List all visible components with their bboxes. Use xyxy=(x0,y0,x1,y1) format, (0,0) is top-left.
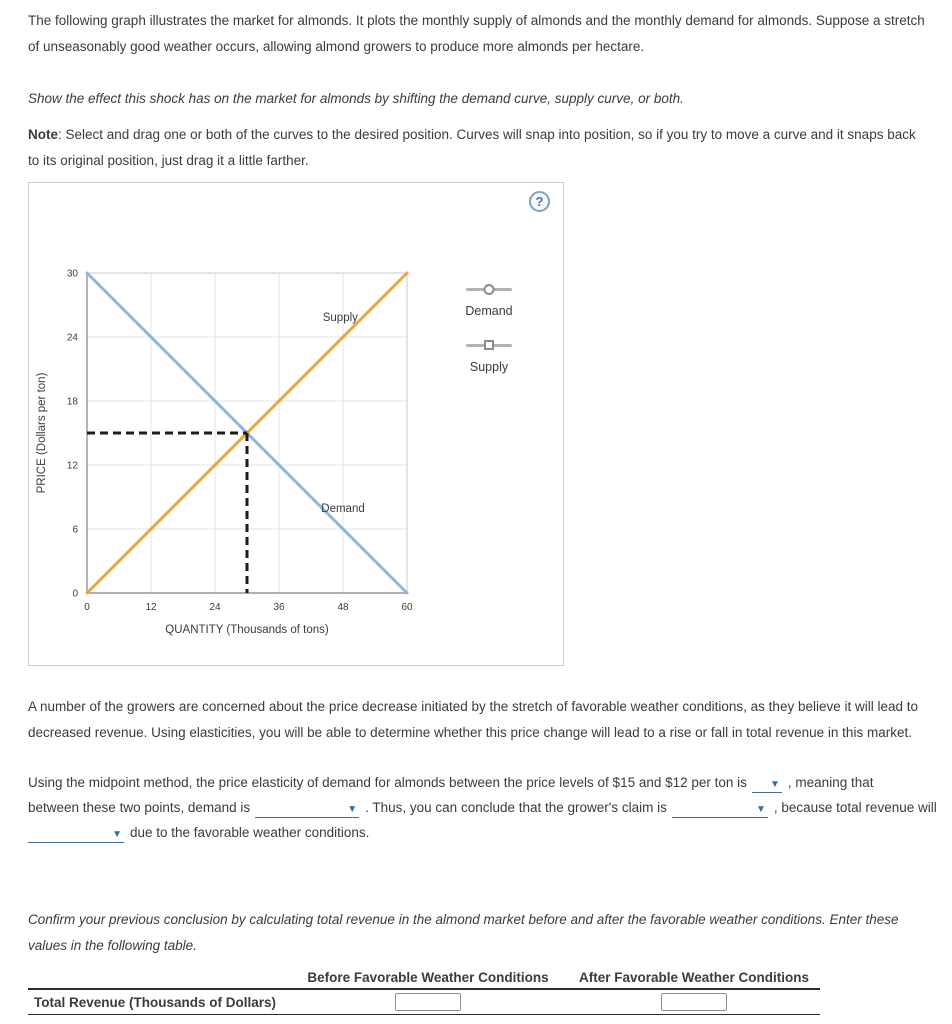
help-icon[interactable]: ? xyxy=(529,191,550,212)
before-cell xyxy=(288,989,568,1015)
drag-note xyxy=(28,122,926,174)
supply-shift-slider[interactable] xyxy=(466,339,512,351)
y-tick-label: 6 xyxy=(72,524,78,536)
elasticity-text-1b: , meaning that xyxy=(787,775,874,790)
y-tick-label: 12 xyxy=(66,460,78,472)
elasticity-value-dropdown[interactable] xyxy=(752,776,782,793)
elasticity-line-1 xyxy=(28,770,926,795)
legend-label-demand: Demand xyxy=(465,304,513,318)
intro-paragraph: The following graph illustrates the market for almonds. It plots the monthly supply of almonds and the monthly demand for almonds. Suppose a stretch of unseasonably good weather occurs, allowing almond growers to produce more almonds per hectare. xyxy=(28,13,925,54)
table-row xyxy=(28,989,820,1015)
elasticity-question xyxy=(28,770,937,845)
revenue-concern-paragraph: A number of the growers are concerned about the price decrease initiated by the stretch of favorable weather conditions, as they believe it will lead to decreased revenue. Using elasticities, you will be able to determine whether this price change will lead to a rise or fall in total revenue in this market. xyxy=(28,699,919,740)
table-corner-cell xyxy=(28,967,288,989)
legend-label-supply: Supply xyxy=(469,360,509,374)
x-tick-label: 12 xyxy=(145,602,157,613)
demand-shift-slider[interactable] xyxy=(466,283,512,295)
y-tick-label: 24 xyxy=(66,332,78,344)
graph-panel xyxy=(28,182,564,666)
elasticity-line-2 xyxy=(28,795,937,820)
x-tick-label: 36 xyxy=(273,602,285,613)
elasticity-text-3: due to the favorable weather conditions. xyxy=(130,825,370,840)
table-header-row xyxy=(28,967,820,989)
col-header-after: After Favorable Weather Conditions xyxy=(568,967,820,989)
after-cell xyxy=(568,989,820,1015)
circle-handle-icon[interactable] xyxy=(484,284,495,295)
elasticity-text-2: between these two points, demand is xyxy=(28,800,251,815)
elasticity-line-3 xyxy=(28,820,926,845)
x-tick-label: 0 xyxy=(84,602,90,613)
x-axis-title: QUANTITY (Thousands of tons) xyxy=(165,624,329,636)
y-tick-label: 18 xyxy=(66,396,78,408)
dropdown-arrow-icon[interactable]: ▼ xyxy=(770,779,780,790)
confirm-instruction: Confirm your previous conclusion by calculating total revenue in the almond market before and after the favorable weather conditions. Enter these values in the following table. xyxy=(28,912,899,953)
demand-type-dropdown[interactable] xyxy=(255,801,359,818)
dropdown-arrow-icon[interactable]: ▼ xyxy=(755,804,766,815)
row-label-total-revenue: Total Revenue (Thousands of Dollars) xyxy=(28,989,288,1015)
demand-curve-label: Demand xyxy=(321,502,365,515)
note-label: Note xyxy=(28,127,58,142)
elasticity-text-1: Using the midpoint method, the price elasticity of demand for almonds between the price levels of $15 and $12 per ton is xyxy=(28,775,747,790)
y-axis-title: PRICE (Dollars per ton) xyxy=(36,372,48,494)
revenue-before-input[interactable] xyxy=(395,993,461,1011)
shift-instruction: Show the effect this shock has on the market for almonds by shifting the demand curve, supply curve, or both. xyxy=(28,91,684,106)
dropdown-arrow-icon[interactable]: ▼ xyxy=(347,804,358,815)
revenue-change-dropdown[interactable] xyxy=(28,826,124,843)
supply-curve-label: Supply xyxy=(322,312,358,324)
x-tick-label: 60 xyxy=(401,602,413,613)
x-tick-label: 48 xyxy=(337,602,349,613)
square-handle-icon[interactable] xyxy=(484,340,494,350)
revenue-table xyxy=(28,967,820,1015)
col-header-before: Before Favorable Weather Conditions xyxy=(288,967,568,989)
market-chart xyxy=(29,211,563,647)
x-tick-label: 24 xyxy=(209,602,221,613)
y-tick-label: 30 xyxy=(66,268,78,280)
claim-dropdown[interactable] xyxy=(672,801,768,818)
revenue-after-input[interactable] xyxy=(661,993,727,1011)
y-tick-label: 0 xyxy=(72,588,78,600)
curve-legend xyxy=(434,283,544,395)
elasticity-text-2c: , because total revenue will xyxy=(773,800,937,815)
elasticity-text-2b: . Thus, you can conclude that the grower's claim is xyxy=(365,800,667,815)
note-text: : Select and drag one or both of the curves to the desired position. Curves will snap into position, so if you try to move a curve and it snaps back to its original position, just drag it a little farther. xyxy=(28,127,916,168)
dropdown-arrow-icon[interactable]: ▼ xyxy=(112,829,122,840)
